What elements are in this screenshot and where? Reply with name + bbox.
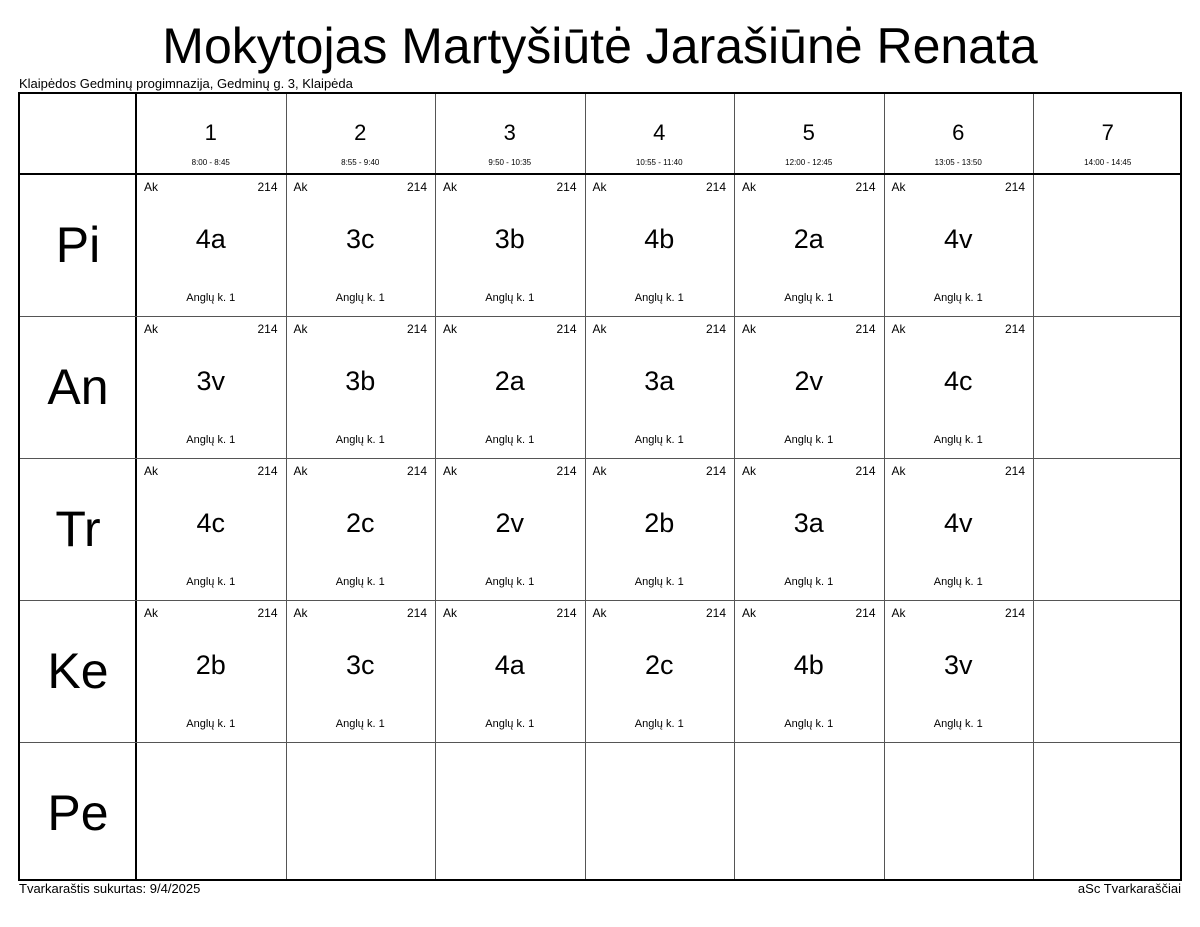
lesson-cell [286, 174, 436, 316]
period-time: 8:00 - 8:45 [191, 158, 230, 167]
subject-code: Ak [144, 606, 159, 620]
class-name: 2c [345, 508, 375, 538]
period-number: 3 [503, 120, 516, 145]
subject-code: Ak [592, 322, 607, 336]
subject-name: Anglų k. 1 [186, 718, 236, 730]
class-name: 4a [195, 224, 226, 254]
column-divider [734, 94, 735, 879]
column-divider [286, 94, 287, 879]
subject-name: Anglų k. 1 [485, 434, 535, 446]
room-number: 214 [855, 464, 876, 478]
class-name: 4v [943, 508, 973, 538]
subject-name: Anglų k. 1 [634, 434, 684, 446]
class-name: 4v [943, 224, 973, 254]
lesson-cell [136, 600, 286, 742]
lesson-cell [585, 600, 735, 742]
empty-cell [286, 742, 436, 884]
period-number: 7 [1101, 120, 1114, 145]
lesson-cell [585, 458, 735, 600]
lesson-cell [136, 174, 286, 316]
day-label-cell [20, 458, 136, 600]
room-number: 214 [406, 322, 427, 336]
period-header-2 [286, 94, 436, 174]
period-time: 9:50 - 10:35 [488, 158, 532, 167]
subject-code: Ak [443, 322, 458, 336]
subject-code: Ak [293, 606, 308, 620]
lesson-cell [286, 600, 436, 742]
subject-code: Ak [144, 180, 159, 194]
room-number: 214 [705, 180, 726, 194]
row-divider [20, 742, 1180, 743]
period-header-4 [585, 94, 735, 174]
brand-label: aSc Tvarkaraščiai [1077, 881, 1181, 896]
lesson-cell [286, 316, 436, 458]
day-label-cell [20, 600, 136, 742]
subject-code: Ak [592, 464, 607, 478]
class-name: 3b [494, 224, 525, 254]
period-time: 13:05 - 13:50 [934, 158, 982, 167]
class-name: 4b [793, 650, 824, 680]
day-label-cell [20, 316, 136, 458]
empty-cell [136, 742, 286, 884]
period-time: 12:00 - 12:45 [785, 158, 833, 167]
room-number: 214 [257, 180, 278, 194]
subject-name: Anglų k. 1 [784, 718, 834, 730]
class-name: 2a [793, 224, 824, 254]
subject-name: Anglų k. 1 [784, 292, 834, 304]
day-label: An [47, 359, 109, 415]
empty-cell [734, 742, 884, 884]
period-header-5 [734, 94, 884, 174]
period-number: 6 [952, 120, 965, 145]
period-number: 1 [204, 120, 217, 145]
timetable-grid [18, 92, 1182, 881]
lesson-cell [286, 458, 436, 600]
class-name: 4c [196, 508, 226, 538]
lesson-cell [136, 316, 286, 458]
class-name: 4c [943, 366, 973, 396]
period-header-1 [136, 94, 286, 174]
subject-code: Ak [443, 180, 458, 194]
subject-name: Anglų k. 1 [933, 434, 983, 446]
subject-code: Ak [891, 180, 906, 194]
lesson-cell [884, 600, 1034, 742]
lesson-cell [734, 600, 884, 742]
room-number: 214 [1004, 180, 1025, 194]
empty-cell [1033, 600, 1183, 742]
subject-name: Anglų k. 1 [335, 718, 385, 730]
period-time: 10:55 - 11:40 [635, 158, 683, 167]
class-name: 3a [793, 508, 824, 538]
subject-name: Anglų k. 1 [784, 576, 834, 588]
created-date: Tvarkaraštis sukurtas: 9/4/2025 [19, 881, 201, 896]
room-number: 214 [855, 606, 876, 620]
class-name: 3a [644, 366, 675, 396]
class-name: 4b [644, 224, 675, 254]
header-row-divider [20, 173, 1180, 175]
room-number: 214 [855, 180, 876, 194]
column-divider [1033, 94, 1034, 879]
room-number: 214 [406, 606, 427, 620]
lesson-cell [884, 316, 1034, 458]
empty-cell [1033, 458, 1183, 600]
subject-code: Ak [891, 606, 906, 620]
subject-name: Anglų k. 1 [634, 576, 684, 588]
empty-cell [1033, 174, 1183, 316]
subject-code: Ak [742, 322, 757, 336]
day-label: Pi [55, 217, 101, 273]
subject-code: Ak [144, 322, 159, 336]
class-name: 2v [495, 508, 525, 538]
empty-cell [585, 742, 735, 884]
room-number: 214 [406, 180, 427, 194]
subject-name: Anglų k. 1 [485, 576, 535, 588]
room-number: 214 [556, 322, 577, 336]
period-number: 5 [802, 120, 815, 145]
subject-name: Anglų k. 1 [186, 576, 236, 588]
period-number: 4 [653, 120, 666, 145]
class-name: 3c [345, 224, 375, 254]
column-divider [585, 94, 586, 879]
column-divider [884, 94, 885, 879]
row-divider [20, 458, 1180, 459]
period-time: 8:55 - 9:40 [341, 158, 380, 167]
row-divider [20, 600, 1180, 601]
row-divider [20, 316, 1180, 317]
lesson-cell [435, 316, 585, 458]
subject-code: Ak [891, 322, 906, 336]
subject-name: Anglų k. 1 [186, 434, 236, 446]
period-time: 14:00 - 14:45 [1084, 158, 1132, 167]
empty-cell [1033, 316, 1183, 458]
lesson-cell [585, 174, 735, 316]
lesson-cell [435, 600, 585, 742]
lesson-cell [734, 458, 884, 600]
subject-code: Ak [742, 180, 757, 194]
class-name: 3v [196, 366, 226, 396]
empty-cell [1033, 742, 1183, 884]
day-label: Ke [47, 643, 109, 699]
class-name: 2b [644, 508, 675, 538]
subject-name: Anglų k. 1 [634, 718, 684, 730]
subject-name: Anglų k. 1 [784, 434, 834, 446]
subject-code: Ak [443, 464, 458, 478]
lesson-cell [585, 316, 735, 458]
day-column-divider [135, 94, 137, 879]
class-name: 3c [345, 650, 375, 680]
subject-name: Anglų k. 1 [485, 718, 535, 730]
period-header-6 [884, 94, 1034, 174]
room-number: 214 [855, 322, 876, 336]
day-label: Tr [55, 501, 101, 557]
empty-cell [884, 742, 1034, 884]
lesson-cell [136, 458, 286, 600]
subject-name: Anglų k. 1 [933, 718, 983, 730]
lesson-cell [435, 458, 585, 600]
class-name: 3v [943, 650, 973, 680]
room-number: 214 [1004, 322, 1025, 336]
period-header-7 [1033, 94, 1183, 174]
room-number: 214 [705, 464, 726, 478]
day-label-cell [20, 174, 136, 316]
room-number: 214 [556, 464, 577, 478]
column-divider [435, 94, 436, 879]
subject-code: Ak [293, 180, 308, 194]
subject-name: Anglų k. 1 [634, 292, 684, 304]
subject-code: Ak [144, 464, 159, 478]
class-name: 4a [494, 650, 525, 680]
subject-code: Ak [891, 464, 906, 478]
class-name: 2b [195, 650, 226, 680]
room-number: 214 [705, 606, 726, 620]
lesson-cell [734, 174, 884, 316]
subject-code: Ak [293, 464, 308, 478]
room-number: 214 [1004, 606, 1025, 620]
room-number: 214 [1004, 464, 1025, 478]
subject-code: Ak [742, 464, 757, 478]
class-name: 2v [794, 366, 824, 396]
room-number: 214 [556, 180, 577, 194]
room-number: 214 [406, 464, 427, 478]
page-title: Mokytojas Martyšiūtė Jarašiūnė Renata [162, 18, 1038, 74]
subject-code: Ak [742, 606, 757, 620]
subject-name: Anglų k. 1 [933, 292, 983, 304]
subject-name: Anglų k. 1 [335, 576, 385, 588]
room-number: 214 [556, 606, 577, 620]
lesson-cell [435, 174, 585, 316]
empty-cell [435, 742, 585, 884]
lesson-cell [734, 316, 884, 458]
lesson-cell [884, 174, 1034, 316]
subject-name: Anglų k. 1 [335, 292, 385, 304]
lesson-cell [884, 458, 1034, 600]
subject-name: Anglų k. 1 [485, 292, 535, 304]
class-name: 2a [494, 366, 525, 396]
subject-name: Anglų k. 1 [335, 434, 385, 446]
subject-code: Ak [443, 606, 458, 620]
subject-code: Ak [592, 606, 607, 620]
school-address: Klaipėdos Gedminų progimnazija, Gedminų g. 3, Klaipėda [19, 76, 353, 91]
day-label-cell [20, 742, 136, 884]
subject-code: Ak [293, 322, 308, 336]
subject-name: Anglų k. 1 [933, 576, 983, 588]
subject-name: Anglų k. 1 [186, 292, 236, 304]
room-number: 214 [257, 322, 278, 336]
subject-code: Ak [592, 180, 607, 194]
day-label: Pe [47, 785, 109, 841]
class-name: 2c [644, 650, 674, 680]
class-name: 3b [345, 366, 376, 396]
room-number: 214 [257, 464, 278, 478]
period-header-3 [435, 94, 585, 174]
period-number: 2 [354, 120, 367, 145]
room-number: 214 [257, 606, 278, 620]
room-number: 214 [705, 322, 726, 336]
